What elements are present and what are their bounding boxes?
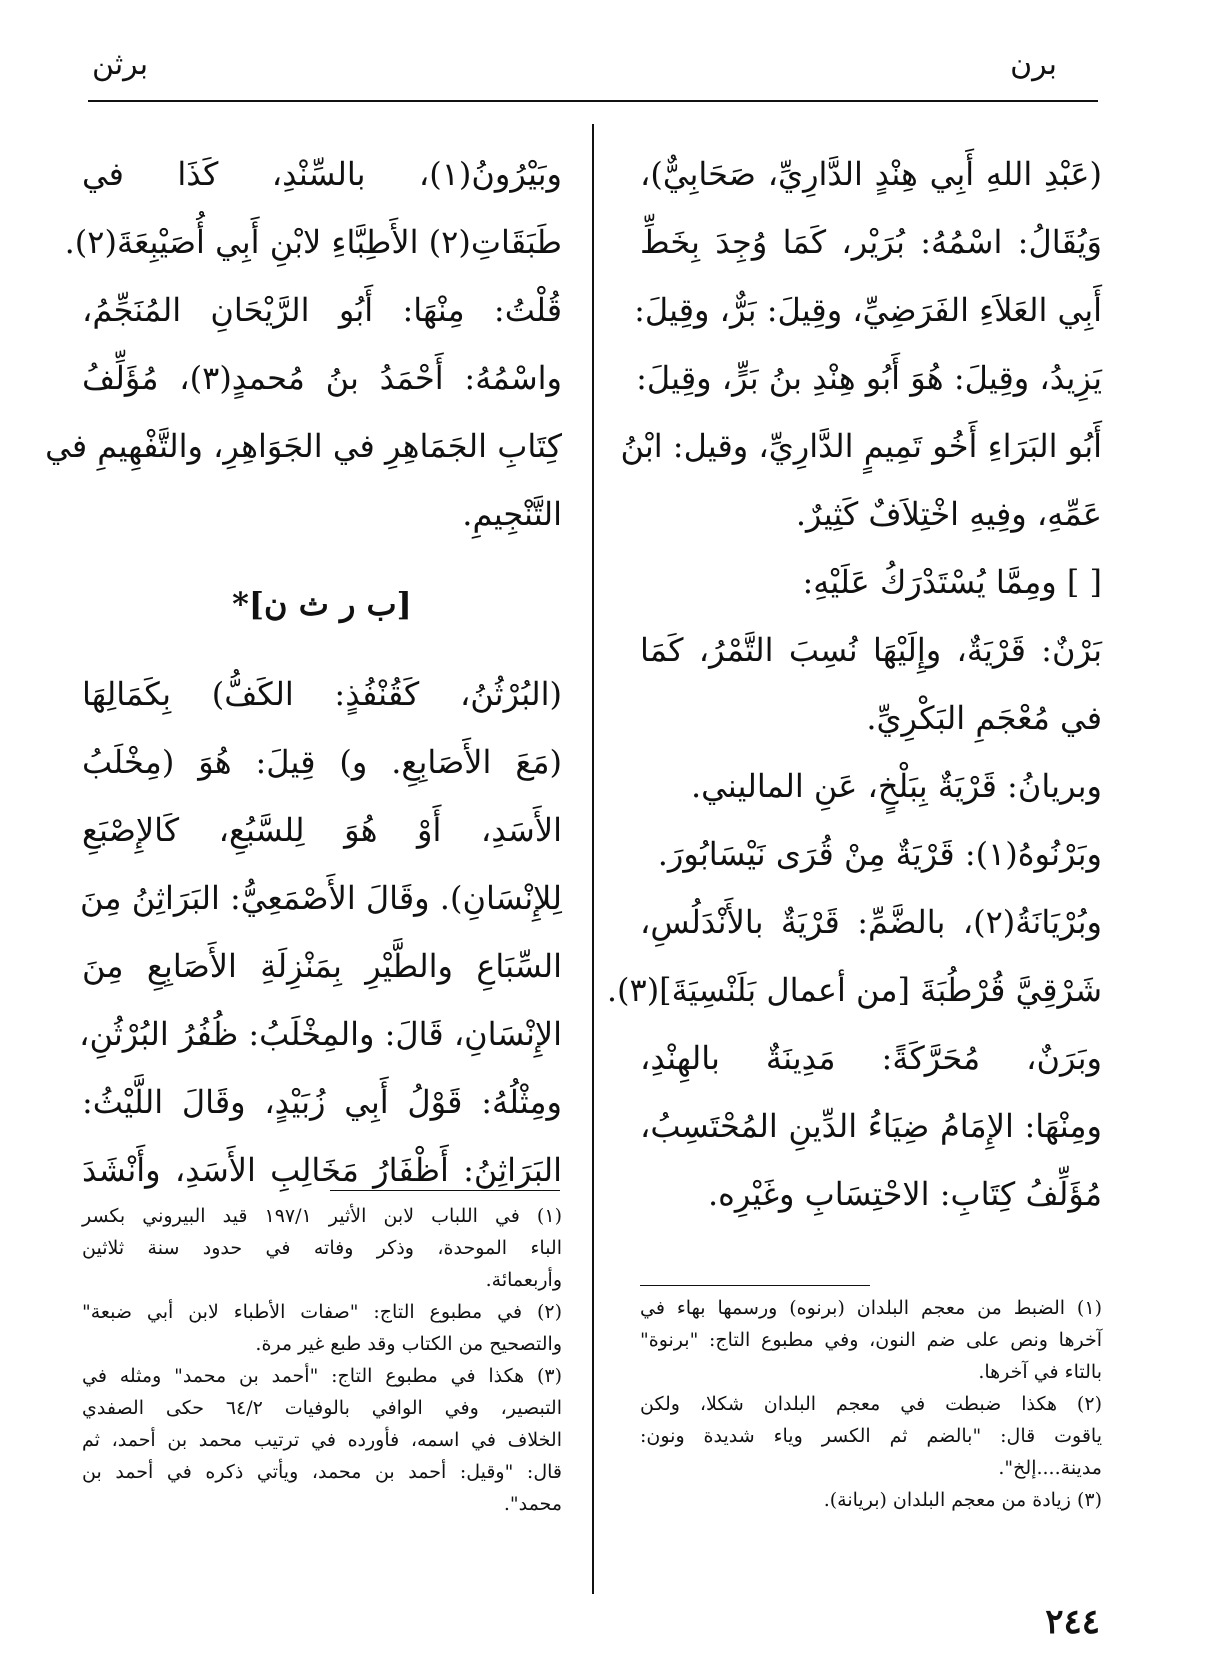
text-line: (البُرْثُنُ، كَقُنْفُذٍ: الكَفُّ) بِكَمَالِهَا (82, 675, 562, 713)
text-line: وبُرْيَانَةُ(٢)، بالضَّمِّ: قَرْيَةٌ بالأَنْدَلُسِ، (640, 903, 1102, 941)
text-line: (مَعَ الأَصَابِعِ. و) قِيلَ: هُوَ (مِخْلَبُ (82, 743, 562, 781)
footnote-line: الخلاف في اسمه، فأورده في ترتيب محمد بن أحمد، ثم (82, 1429, 562, 1451)
footnote-line: مدينة....إلخ". (998, 1457, 1102, 1479)
text-line: وبريانُ: قَرْيَةٌ بِبَلْخٍ، عَنِ الماليني. (690, 767, 1102, 805)
text-line: كِتَابِ الجَمَاهِرِ في الجَوَاهِرِ، والتَّفْهِيمِ في (45, 427, 562, 465)
running-header-right: برن (1010, 47, 1057, 82)
text-line: في مُعْجَمِ البَكْرِيِّ. (866, 699, 1102, 737)
text-line: بَرْنٌ: قَرْيَةٌ، وإِلَيْهَا نُسِبَ التَّمْرُ، كَمَا (640, 631, 1102, 669)
running-header-left: برثن (92, 47, 149, 82)
text-line: وبَرْنُوهُ(١): قَرْيَةٌ مِنْ قُرَى نَيْسَابُورَ. (657, 835, 1102, 873)
text-line: أَبُو البَرَاءِ أَخُو تَمِيمٍ الدَّارِيِّ، وقيل: ابْنُ (620, 427, 1102, 465)
text-line: قُلْتُ: مِنْهَا: أَبُو الرَّيْحَانِ المُنَجِّمُ، (82, 291, 562, 329)
text-line: ومِنْهَا: الإِمَامُ ضِيَاءُ الدِّينِ المُحْتَسِبُ، (640, 1107, 1102, 1145)
text-line: وبَرَنٌ، مُحَرَّكَةً: مَدِينَةٌ بالهِنْدِ، (640, 1039, 1102, 1077)
footnote-line: (٣) هكذا في مطبوع التاج: "أحمد بن محمد" ومثله في (82, 1365, 562, 1387)
text-line: ومِثْلُهُ: قَوْلُ أَبِي زُبَيْدٍ، وقَالَ اللَّيْثُ: (82, 1083, 562, 1121)
footnote-line: ياقوت قال: "بالضم ثم الكسر وياء شديدة ونون: (640, 1425, 1102, 1447)
text-line: مُؤَلِّفُ كِتَابِ: الاحْتِسَابِ وغَيْرِه. (707, 1175, 1102, 1213)
text-line: لِلإِنْسَانِ). وقَالَ الأَصْمَعِيُّ: البَرَاثِنُ مِنَ (80, 879, 562, 917)
footnote-line: محمد". (503, 1493, 562, 1515)
footnote-line: (١) الضبط من معجم البلدان (برنوه) ورسمها بهاء في (640, 1297, 1102, 1319)
text-line: الإِنْسَانِ، قَالَ: والمِخْلَبُ: ظُفُرُ البُرْثُنِ، (79, 1015, 562, 1053)
footnotes-right (640, 1292, 1102, 1516)
text-line: واسْمُهُ: أَحْمَدُ بنُ مُحمدٍ(٣)، مُؤَلِّفُ (82, 359, 563, 397)
text-line: يَزِيدُ، وقِيلَ: هُوَ أَبُو هِنْدِ بنُ بَرٍّ، وقِيلَ: (636, 359, 1102, 397)
right-column (606, 140, 1102, 1228)
text-line: [ ] ومِمَّا يُسْتَدْرَكُ عَلَيْهِ: (802, 563, 1102, 601)
entry-heading: [ب ر ث ن]* (232, 585, 412, 623)
text-line: طَبَقَاتِ(٢) الأَطِبَّاءِ لابْنِ أَبِي أُصَيْبِعَةَ(٢). (64, 223, 562, 261)
footnote-line: الباء الموحدة، وذكر وفاته في حدود سنة ثلاثين (82, 1237, 562, 1259)
footnote-rule-right (640, 1285, 870, 1286)
footnote-line: (٣) زيادة من معجم البلدان (بريانة). (823, 1489, 1102, 1511)
text-line: شَرْقِيَّ قُرْطُبَةَ [من أعمال بَلَنْسِيَةَ](٣). (606, 971, 1102, 1009)
footnote-line: قال: "وقيل: أحمد بن محمد، ويأتي ذكره في أحمد بن (82, 1461, 562, 1483)
text-line: وَيُقَالُ: اسْمُهُ: بُرَيْر، كَمَا وُجِدَ بِخَطِّ (640, 223, 1102, 261)
text-line: أَبِي العَلاَءِ الفَرَضِيِّ، وقِيلَ: بَرٌّ، وقِيلَ: (634, 291, 1102, 329)
footnotes-left (82, 1200, 562, 1520)
text-line: الأَسَدِ، أَوْ هُوَ لِلسَّبُعِ، كَالإِصْبَعِ (82, 811, 562, 849)
column-divider (592, 124, 594, 1594)
text-line: (عَبْدِ اللهِ أَبِي هِنْدٍ الدَّارِيِّ، صَحَابِيٌّ)، (640, 155, 1102, 193)
footnote-line: (٢) هكذا ضبطت في معجم البلدان شكلا، ولكن (640, 1393, 1102, 1415)
left-column (45, 140, 563, 1204)
text-line: البَرَاثِنُ: أَظْفَارُ مَخَالِبِ الأَسَدِ، وأَنْشَدَ (82, 1151, 562, 1189)
footnote-line: (١) في اللباب لابن الأثير ١٩٧/١ قيد البيروني بكسر (82, 1205, 562, 1227)
footnote-line: التبصير، وفي الوافي بالوفيات ٦٤/٢ حكى الصفدي (82, 1397, 563, 1419)
footnote-line: بالتاء في آخرها. (978, 1361, 1102, 1383)
text-line: عَمِّهِ، وفِيهِ اخْتِلاَفٌ كَثِيرٌ. (795, 495, 1102, 533)
page-number: ٢٤٤ (1045, 1602, 1100, 1642)
footnote-line: (٢) في مطبوع التاج: "صفات الأطباء لابن أبي ضبعة" (82, 1301, 562, 1323)
text-line: التَّنْجِيمِ. (462, 495, 562, 533)
footnote-line: وأربعمائة. (485, 1269, 562, 1291)
footnote-line: آخرها ونص على ضم النون، وفي مطبوع التاج: "برنوة" (640, 1329, 1102, 1351)
text-line: السِّبَاعِ والطَّيْرِ بِمَنْزِلَةِ الأَصَابِعِ مِنَ (82, 947, 562, 985)
header-rule (88, 100, 1098, 102)
footnote-rule-left (330, 1190, 560, 1191)
footnote-line: والتصحيح من الكتاب وقد طبع غير مرة. (255, 1333, 562, 1355)
text-line: وبَيْرُونُ(١)، بالسِّنْدِ، كَذَا في (82, 155, 562, 193)
